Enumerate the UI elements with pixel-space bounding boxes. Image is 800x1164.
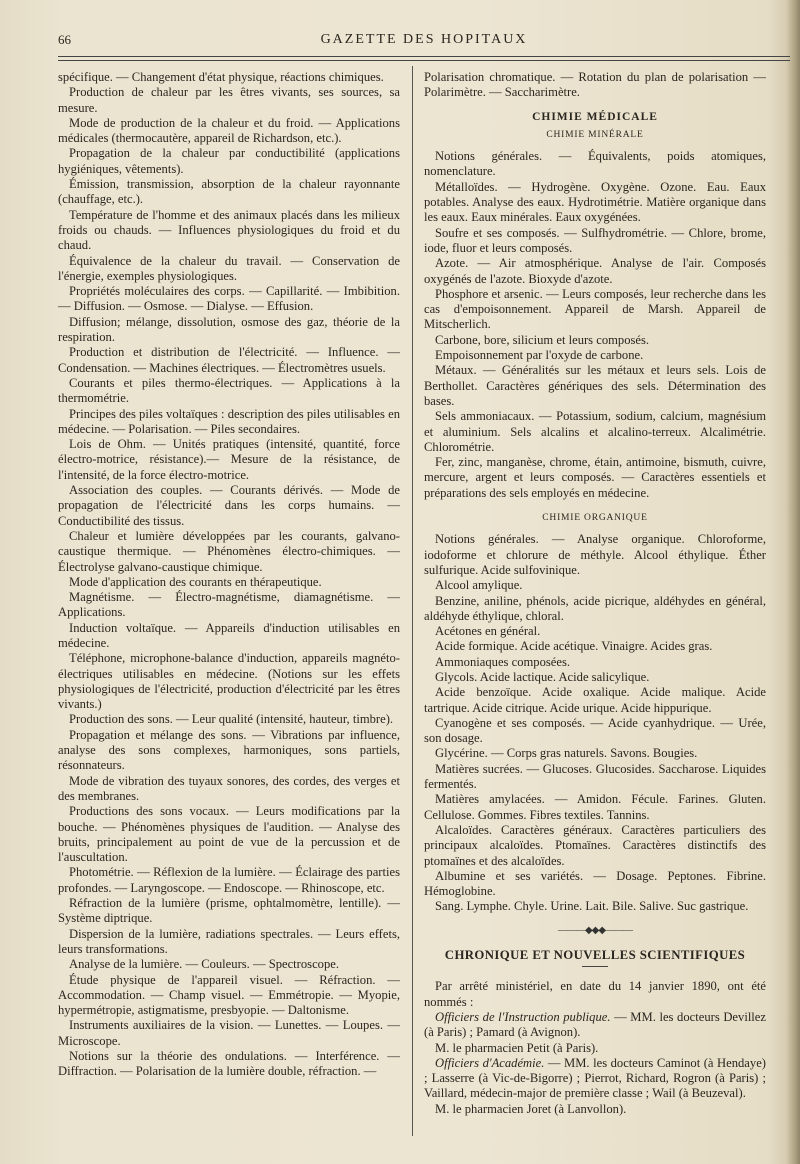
- physics-topic-paragraph: Mode d'application des courants en thérapeutique.: [69, 574, 322, 589]
- chemistry-topic-paragraph: Fer, zinc, manganèse, chrome, étain, antimoine, bismuth, cuivre, mercure, argent et leurs composés. — Caractères essentiels et préparations des sels employés en médecine.: [424, 455, 766, 500]
- physics-topic-paragraph: Mode de vibration des tuyaux sonores, des cordes, des verges et des membranes.: [58, 773, 400, 803]
- page-header: [58, 32, 790, 52]
- chemistry-topic-paragraph: Empoisonnement par l'oxyde de carbone.: [435, 348, 644, 363]
- right-column: [424, 70, 766, 1117]
- physics-topic-paragraph: Propriétés moléculaires des corps. — Capillarité. — Imbibition. — Diffusion. — Osmose. — Dialyse. — Effusion.: [58, 284, 400, 314]
- section-divider-ornament: ———◆◆◆———: [557, 924, 633, 936]
- chemistry-topic-paragraph: Métalloïdes. — Hydrogène. Oxygène. Ozone. Eau. Eaux potables. Analyse des eaux. Hydrotimétrie. Matière organique dans les eaux. Eaux minérales. Eaux oxygénées.: [424, 179, 766, 225]
- chronicle-paragraph: M. le pharmacien Petit (à Paris).: [435, 1040, 599, 1055]
- physics-topic-paragraph: Mode de production de la chaleur et du froid. — Applications médicales (thermocautère, appareil de Richardson, etc.).: [58, 115, 400, 146]
- physics-topic-paragraph: Production et distribution de l'électricité. — Influence. — Condensation. — Machines électriques. — Électromètres usuels.: [58, 345, 400, 375]
- column-separator: [412, 66, 413, 1136]
- chemistry-topic-paragraph: Sels ammoniacaux. — Potassium, sodium, calcium, magnésium et aluminium. Sels alcalins et alcalino-terreux. Alcalimétrie. Chlorométrie.: [424, 409, 766, 454]
- chemistry-topic-paragraph: Azote. — Air atmosphérique. Analyse de l'air. Composés oxygénés de l'azote. Bioxyde d'azote.: [424, 256, 766, 286]
- polarisation-paragraph: Polarisation chromatique. — Rotation du plan de polarisation — Polarimètre. — Saccharimètre.: [424, 70, 766, 100]
- header-rule-bottom: [58, 60, 790, 61]
- subsection-title-chimie-organique: CHIMIE ORGANIQUE: [542, 513, 648, 524]
- chemistry-topic-paragraph: Glycols. Acide lactique. Acide salicylique.: [435, 669, 650, 684]
- physics-topic-paragraph: Production de chaleur par les êtres vivants, ses sources, sa mesure.: [58, 85, 400, 115]
- left-column: [58, 70, 400, 1080]
- physics-topic-paragraph: Production des sons. — Leur qualité (intensité, hauteur, timbre).: [69, 712, 394, 727]
- physics-topic-paragraph: Association des couples. — Courants dérivés. — Mode de propagation de l'électricité dans les corps humains. — Conductibilité des tissus.: [58, 483, 400, 528]
- chemistry-topic-paragraph: Matières sucrées. — Glucoses. Glucosides. Saccharose. Liquides fermentés.: [424, 761, 766, 792]
- chemistry-topic-paragraph: Benzine, aniline, phénols, acide picrique, aldéhydes en général, aldéhyde éthylique, chloral.: [424, 593, 766, 623]
- physics-topic-paragraph: spécifique. — Changement d'état physique, réactions chimiques.: [58, 70, 384, 84]
- physics-topic-paragraph: Photométrie. — Réflexion de la lumière. — Éclairage des parties profondes. — Laryngoscope. — Endoscope. — Rhinoscope, etc.: [58, 865, 400, 895]
- physics-topic-paragraph: Propagation et mélange des sons. — Vibrations par influence, analyse des sons complexes, harmoniques, sons partiels, résonnateurs.: [58, 727, 400, 773]
- chemistry-topic-paragraph: Soufre et ses composés. — Sulfhydrométrie. — Chlore, brome, iode, fluor et leurs composés.: [424, 225, 766, 255]
- chemistry-topic-paragraph: Notions générales. — Analyse organique. Chloroforme, iodoforme et chlorure de méthyle. Alcool éthylique. Éther sulfurique. Acide sulfovinique.: [424, 532, 766, 577]
- subsection-title-chimie-minerale: CHIMIE MINÉRALE: [546, 129, 644, 140]
- chemistry-topic-paragraph: Métaux. — Généralités sur les métaux et leurs sels. Lois de Berthollet. Caractères génériques des sels. Détermination des bases.: [424, 363, 766, 408]
- chemistry-topic-paragraph: Phosphore et arsenic. — Leurs composés, leur recherche dans les cas d'empoisonnement. Appareil de Marsh. Appareil de Mitscherlich.: [424, 286, 766, 332]
- physics-topic-paragraph: Étude physique de l'appareil visuel. — Réfraction. — Accommodation. — Champ visuel. — Emmétropie. — Myopie, hypermétropie, astigmatisme, presbyopie. — Daltonisme.: [58, 972, 400, 1018]
- chimie-organique-list: [424, 532, 766, 914]
- physics-topic-paragraph: Magnétisme. — Électro-magnétisme, diamagnétisme. — Applications.: [58, 590, 400, 620]
- physics-topic-paragraph: Analyse de la lumière. — Couleurs. — Spectroscope.: [69, 957, 339, 972]
- physics-topic-paragraph: Lois de Ohm. — Unités pratiques (intensité, quantité, force électro-motrice, résistance).— Mesure de la résistance, de l'intensité, de la force électro-motrice.: [58, 437, 400, 482]
- chemistry-topic-paragraph: Acide formique. Acide acétique. Vinaigre. Acides gras.: [435, 639, 713, 654]
- honor-names: — MM. les docteurs Caminot (à Hendaye) ; Lasserre (à Vic-de-Bigorre) ; Pierrot, Richard, Rogron (à Paris) ; Vaillard, médecin-major de première classe ; Wail (à Beuzeval).: [424, 1055, 766, 1101]
- physics-topic-paragraph: Propagation de la chaleur par conductibilité (applications hygiéniques, vêtements).: [58, 146, 400, 176]
- honor-title-academie: Officiers d'Académie.: [435, 1055, 545, 1070]
- chemistry-topic-paragraph: Glycérine. — Corps gras naturels. Savons. Bougies.: [435, 746, 698, 761]
- chemistry-topic-paragraph: Cyanogène et ses composés. — Acide cyanhydrique. — Urée, son dosage.: [424, 715, 766, 746]
- chronicle-title-rule: [582, 966, 608, 967]
- chronicle-paragraph: Par arrêté ministériel, en date du 14 janvier 1890, ont été nommés :: [424, 979, 766, 1009]
- physics-topic-paragraph: Instruments auxiliaires de la vision. — Lunettes. — Loupes. — Microscope.: [58, 1018, 400, 1048]
- chemistry-topic-paragraph: Alcaloïdes. Caractères généraux. Caractères particuliers des principaux alcaloïdes. Ptomaïnes. Caractères distinctifs des ptomaïnes et des alcaloïdes.: [424, 822, 766, 868]
- publication-title: GAZETTE DES HOPITAUX: [320, 32, 528, 47]
- page-number: 66: [58, 32, 71, 47]
- physics-topic-paragraph: Induction voltaïque. — Appareils d'induction utilisables en médecine.: [58, 620, 400, 650]
- chemistry-topic-paragraph: Albumine et ses variétés. — Dosage. Peptones. Fibrine. Hémoglobine.: [424, 868, 766, 899]
- physics-topic-paragraph: Téléphone, microphone-balance d'induction, appareils magnéto-électriques utilisables en médecine. (Notions sur les effets physiologiques de l'électricité, production d'électricité par les êtres vivants.): [58, 651, 400, 712]
- chemistry-topic-paragraph: Acétones en général.: [435, 624, 541, 639]
- physics-topic-paragraph: Réfraction de la lumière (prisme, ophtalmomètre, lentille). — Système diptrique.: [58, 896, 400, 926]
- chemistry-topic-paragraph: Acide benzoïque. Acide oxalique. Acide malique. Acide tartrique. Acide citrique. Acide urique. Acide hippurique.: [424, 685, 766, 715]
- honor-title-instruction: Officiers de l'Instruction publique.: [435, 1009, 611, 1024]
- physics-topic-paragraph: Diffusion; mélange, dissolution, osmose des gaz, théorie de la respiration.: [58, 314, 400, 345]
- physics-topic-paragraph: Température de l'homme et des animaux placés dans les milieux froids ou chauds. — Influences physiologiques du froid et du chaud.: [58, 207, 400, 253]
- honor-names: — MM. les docteurs Devillez (à Paris) ; Pamard (à Avignon).: [424, 1009, 766, 1040]
- chemistry-topic-paragraph: Notions générales. — Équivalents, poids atomiques, nomenclature.: [424, 149, 766, 179]
- chronicle-paragraph: [424, 1056, 766, 1102]
- physics-topic-paragraph: Notions sur la théorie des ondulations. — Interférence. — Diffraction. — Polarisation de la lumière double, réfraction. —: [58, 1049, 400, 1079]
- physics-topic-paragraph: Principes des piles voltaïques : description des piles utilisables en médecine. — Polarisation. — Piles secondaires.: [58, 406, 400, 436]
- physics-topic-paragraph: Émission, transmission, absorption de la chaleur rayonnante (chauffage, etc.).: [58, 177, 400, 207]
- chimie-minerale-list: [424, 149, 766, 501]
- chronicle-paragraph: [424, 1010, 766, 1041]
- header-rule-top: [58, 56, 790, 57]
- page-edge-shadow: [786, 0, 800, 1164]
- physics-topic-paragraph: Chaleur et lumière développées par les courants, galvano-caustique thermique. — Phénomènes électro-chimiques. — Électrolyse galvano-caustique chimique.: [58, 528, 400, 574]
- chemistry-topic-paragraph: Ammoniaques composées.: [435, 654, 571, 669]
- chemistry-topic-paragraph: Alcool amylique.: [435, 578, 523, 593]
- chronicle-title: CHRONIQUE ET NOUVELLES SCIENTIFIQUES: [444, 948, 746, 963]
- section-title-chimie-medicale: CHIMIE MÉDICALE: [532, 110, 658, 123]
- physics-topic-paragraph: Dispersion de la lumière, radiations spectrales. — Leurs effets, leurs transformations.: [58, 926, 400, 956]
- chronicle-paragraph: M. le pharmacien Joret (à Lanvollon).: [435, 1101, 627, 1116]
- chemistry-topic-paragraph: Carbone, bore, silicium et leurs composés.: [435, 332, 650, 347]
- chemistry-topic-paragraph: Matières amylacées. — Amidon. Fécule. Farines. Gluten. Cellulose. Gommes. Fibres textiles. Tannins.: [424, 792, 766, 822]
- chemistry-topic-paragraph: Sang. Lymphe. Chyle. Urine. Lait. Bile. Salive. Suc gastrique.: [435, 899, 749, 914]
- physics-topic-paragraph: Productions des sons vocaux. — Leurs modifications par la bouche. — Phénomènes physiques de l'audition. — Analyse des bruits, principalement au point de vue de la percussion et de l'auscultation.: [58, 804, 400, 865]
- physics-topic-paragraph: Équivalence de la chaleur du travail. — Conservation de l'énergie, exemples physiologiques.: [58, 253, 400, 283]
- physics-topic-paragraph: Courants et piles thermo-électriques. — Applications à la thermométrie.: [58, 375, 400, 406]
